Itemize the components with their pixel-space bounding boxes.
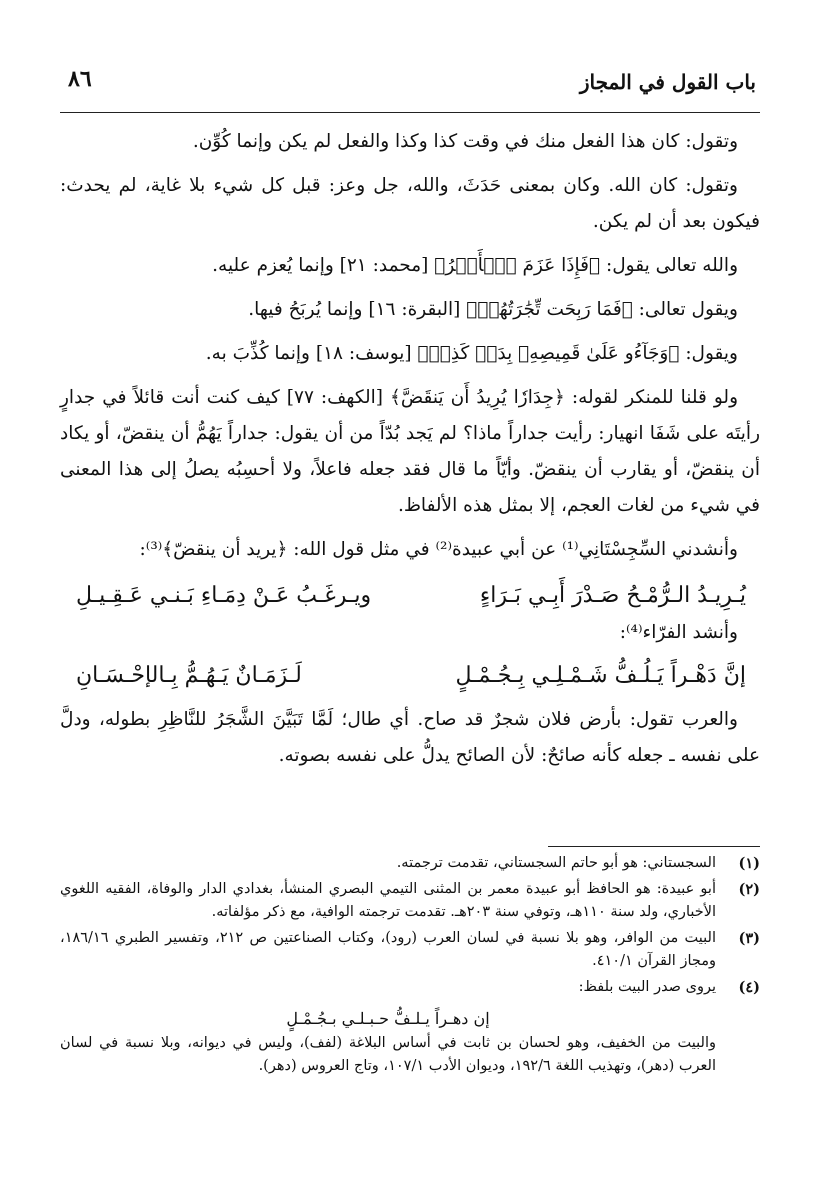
main-text	[60, 124, 760, 782]
poetry-verse-2	[60, 656, 760, 696]
footnote-number: (٢)	[738, 881, 760, 898]
paragraph: وتقول: كان هذا الفعل منك في وقت كذا وكذا والفعل لم يكن وإنما كُوِّن.	[192, 131, 738, 152]
verse-second-hemistich: ويـرغَـبُ عَـنْ دِمَـاءِ بَـنـي عَـقِـيـلِ	[76, 583, 372, 608]
running-title: باب القول في المجاز	[579, 70, 756, 94]
footnote-divider	[548, 846, 760, 847]
footnote-verse: إن دهـراً يـلـفُّ حـبـلـي بـجُـمْـلٍ	[286, 1009, 490, 1028]
footnote-text	[60, 976, 716, 1078]
verse-first-hemistich: إنَّ دَهْـراً يَـلُـفُّ شَـمْـلِـي بِـجُـمْـلٍ	[455, 663, 746, 688]
paragraph: ويقول: ﴿وَجَآءُو عَلَىٰ قَمِيصِهِۦ بِدَمٖ كَذِبٖ﴾ [يوسف: ١٨] وإنما كُذِّبَ به.	[205, 343, 738, 364]
footnote	[60, 852, 760, 875]
footnote-text: البيت من الوافر، وهو بلا نسبة في لسان العرب (رود)، وكتاب الصناعتين ص ٢١٢، وتفسير الطبري ١٨٦/١٦، ومجاز القرآن ٤١٠/١.	[60, 930, 716, 969]
footnote-text-continued: والبيت من الخفيف، وهو لحسان بن ثابت في أساس البلاغة (لفف)، وليس في ديوانه، وبلا نسبة في لسان العرب (دهر)، وتهذيب اللغة ١٩٢/٦، وديوان الأدب ١٠٧/١، وتاج العروس (دهر).	[60, 1035, 716, 1074]
paragraph: ولو قلنا للمنكر لقوله: ﴿جِدَارٗا يُرِيدُ أَن يَنقَضَّ﴾ [الكهف: ٧٧] كيف كنت أنت قائلاً في جدارٍ رأيتَه على شَفَا انهيار: رأيت جداراً ماذا؟ لم يَجد بُدّاً من أن يقول: جداراً يَهُمُّ أن ينقضّ، أو يكاد أن ينقضّ، أو يقارب أن ينقضّ. وأيّاً ما قال فقد جعله فاعلاً، ولا أحسِبُه يصلُ إلى هذا المعنى في شيء من لغات العجم، إلا بمثل هذه الألفاظ.	[60, 387, 760, 516]
footnote-number: (٤)	[738, 979, 760, 996]
paragraph: والله تعالى يقول: ﴿فَإِذَا عَزَمَ ٱلۡأَمۡرُ﴾ [محمد: ٢١] وإنما يُعزم عليه.	[212, 255, 738, 276]
footnote-text: السجستاني: هو أبو حاتم السجستاني، تقدمت ترجمته.	[396, 855, 716, 871]
paragraph: والعرب تقول: بأرض فلان شجرٌ قد صاح. أي طال؛ لَمَّا تَبَيَّنَ الشَّجَرُ للنَّاظِرِ بطوله، ودلَّ على نفسه ـ جعله كأنه صائحٌ: لأن الصائح يدلُّ على نفسه بصوته.	[60, 709, 760, 766]
footnote-number: (١)	[738, 855, 760, 872]
page-number: ٨٦	[68, 66, 92, 92]
paragraph: ويقول تعالى: ﴿فَمَا رَبِحَت تِّجَٰرَتُهُمۡ﴾ [البقرة: ١٦] وإنما يُربَحُ فيها.	[248, 299, 738, 320]
header-divider	[60, 112, 760, 113]
footnote	[60, 878, 760, 924]
paragraph: وأنشدني السِّجِسْتَانِي⁽¹⁾ عن أبي عبيدة⁽²⁾ في مثل قول الله: ﴿يريد أن ينقضّ﴾⁽³⁾:	[139, 539, 738, 560]
verse-first-hemistich: يُـرِيـدُ الـرُّمْـحُ صَـدْرَ أَبِـي بَـرَاءٍ	[479, 583, 746, 608]
verse-intro: وأنشد الفرّاء⁽⁴⁾:	[619, 622, 738, 643]
footnote	[60, 927, 760, 973]
footnote	[60, 976, 760, 1078]
verse-second-hemistich: لَـزَمَـانٌ يَـهُـمُّ بِـالإحْـسَـانِ	[76, 663, 302, 688]
footnote-number: (٣)	[738, 930, 760, 947]
page-header	[60, 66, 760, 106]
footnote-text: أبو عبيدة: هو الحافظ أبو عبيدة معمر بن المثنى التيمي البصري المنشأ، بغدادي الدار والوفاة، الفقيه اللغوي الأخباري، ولد سنة ١١٠هـ، وتوفي سنة ٢٠٣هـ. تقدمت ترجمته الوافية، مع ذكر مؤلفاته.	[60, 881, 716, 920]
paragraph: وتقول: كان الله. وكان بمعنى حَدَثَ، والله، جل وعز: قبل كل شيء بلا غاية، لم يحدث: فيكون بعد أن لم يكن.	[60, 175, 760, 232]
footnotes	[60, 852, 760, 1081]
book-page	[60, 0, 760, 1195]
footnote-text-intro: يروى صدر البيت بلفظ:	[578, 979, 716, 995]
poetry-verse-1	[60, 576, 760, 616]
